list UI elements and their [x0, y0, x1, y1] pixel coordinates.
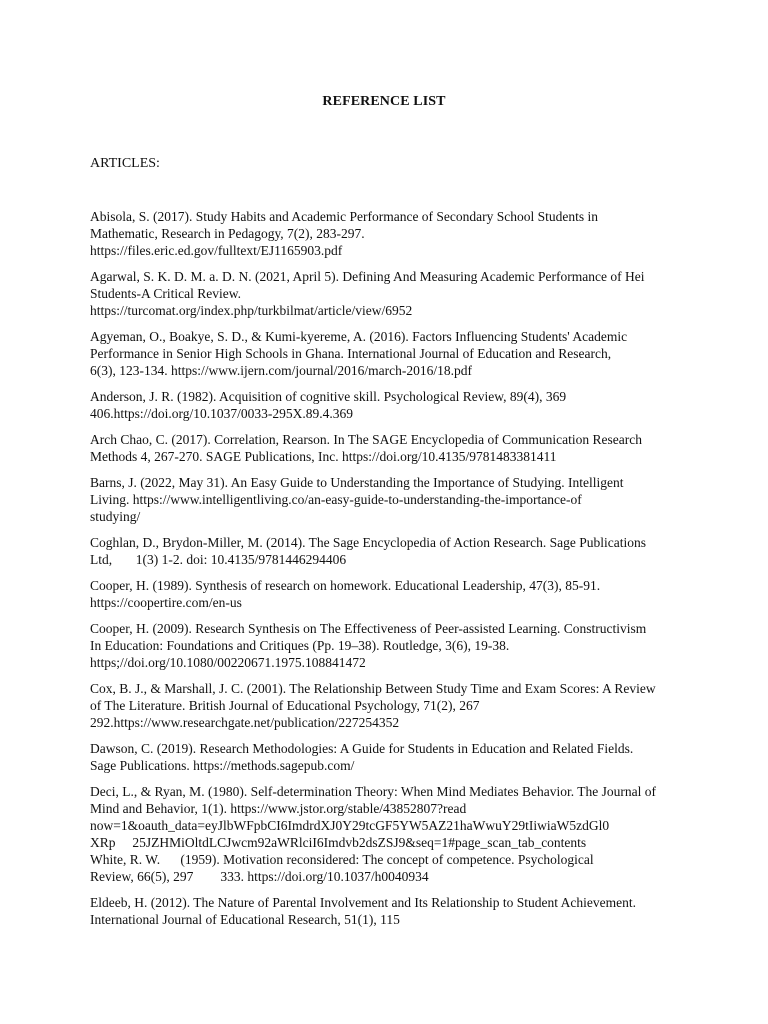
reference-line: 6(3), 123-134. https://www.ijern.com/journal/2016/march-2016/18.pdf — [90, 363, 472, 378]
reference-line: Deci, L., & Ryan, M. (1980). Self-determination Theory: When Mind Mediates Behavior. The Journal of — [90, 784, 656, 799]
reference-line: Barns, J. (2022, May 31). An Easy Guide to Understanding the Importance of Studying. Intelligent — [90, 475, 624, 490]
reference-line: of The Literature. British Journal of Educational Psychology, 71(2), 267 — [90, 698, 480, 713]
reference-line: XRp 25JZHMiOltdLCJwcm92aWRlciI6Imdvb2dsZSJ9&seq=1#page_scan_tab_contents — [90, 835, 587, 850]
reference-line: studying/ — [90, 509, 141, 524]
reference-entry — [90, 783, 680, 885]
reference-line: In Education: Foundations and Critiques (Pp. 19–38). Routledge, 3(6), 19-38. — [90, 638, 510, 653]
page-title: REFERENCE LIST — [322, 94, 446, 109]
reference-entry — [90, 328, 680, 379]
reference-entry — [90, 534, 680, 568]
reference-line: Mind and Behavior, 1(1). https://www.jstor.org/stable/43852807?read — [90, 801, 467, 816]
reference-line: https://files.eric.ed.gov/fulltext/EJ1165903.pdf — [90, 243, 343, 258]
reference-line: Methods 4, 267-270. SAGE Publications, Inc. https://doi.org/10.4135/9781483381411 — [90, 449, 557, 464]
reference-line: Agarwal, S. K. D. M. a. D. N. (2021, April 5). Defining And Measuring Academic Performance of Hei — [90, 269, 645, 284]
reference-line: Arch Chao, C. (2017). Correlation, Rearson. In The SAGE Encyclopedia of Communication Research — [90, 432, 642, 447]
reference-line: 406.https://doi.org/10.1037/0033-295X.89.4.369 — [90, 406, 354, 421]
reference-line: Eldeeb, H. (2012). The Nature of Parental Involvement and Its Relationship to Student Achievement. — [90, 895, 636, 910]
reference-line: Mathematic, Research in Pedagogy, 7(2), 283-297. — [90, 226, 365, 241]
reference-line: Performance in Senior High Schools in Ghana. International Journal of Education and Research, — [90, 346, 612, 361]
reference-line: Dawson, C. (2019). Research Methodologies: A Guide for Students in Education and Related Fields. — [90, 741, 634, 756]
reference-line: Abisola, S. (2017). Study Habits and Academic Performance of Secondary School Students in — [90, 209, 599, 224]
reference-line: https://coopertire.com/en-us — [90, 595, 242, 610]
reference-line: Living. https://www.intelligentliving.co/an-easy-guide-to-understanding-the-importance-of — [90, 492, 582, 507]
reference-line: White, R. W. (1959). Motivation reconsidered: The concept of competence. Psychological — [90, 852, 594, 867]
reference-line: Review, 66(5), 297 333. https://doi.org/10.1037/h0040934 — [90, 869, 429, 884]
reference-line: Cooper, H. (1989). Synthesis of research on homework. Educational Leadership, 47(3), 85-91. — [90, 578, 601, 593]
reference-line: International Journal of Educational Research, 51(1), 115 — [90, 912, 400, 927]
reference-line: Students-A Critical Review. — [90, 286, 241, 301]
reference-entry — [90, 208, 680, 259]
reference-line: Cox, B. J., & Marshall, J. C. (2001). The Relationship Between Study Time and Exam Scores: A Review — [90, 681, 656, 696]
reference-entry — [90, 431, 680, 465]
reference-line: https://turcomat.org/index.php/turkbilmat/article/view/6952 — [90, 303, 413, 318]
section-label-articles: ARTICLES: — [90, 156, 160, 171]
reference-entry — [90, 577, 680, 611]
reference-entry — [90, 388, 680, 422]
reference-entry — [90, 894, 680, 928]
reference-line: now=1&oauth_data=eyJlbWFpbCI6ImdrdXJ0Y29tcGF5YW5AZ21haWwuY29tIiwiaW5zdGl0 — [90, 818, 610, 833]
reference-line: Ltd, 1(3) 1-2. doi: 10.4135/9781446294406 — [90, 552, 347, 567]
reference-entry — [90, 620, 680, 671]
reference-entry — [90, 474, 680, 525]
reference-line: Anderson, J. R. (1982). Acquisition of cognitive skill. Psychological Review, 89(4), 369 — [90, 389, 567, 404]
reference-entry — [90, 740, 680, 774]
reference-line: Coghlan, D., Brydon-Miller, M. (2014). The Sage Encyclopedia of Action Research. Sage Publications — [90, 535, 646, 550]
reference-list — [90, 208, 680, 937]
reference-entry — [90, 268, 680, 319]
reference-line: 292.https://www.researchgate.net/publication/227254352 — [90, 715, 400, 730]
reference-line: Agyeman, O., Boakye, S. D., & Kumi-kyereme, A. (2016). Factors Influencing Students' Academic — [90, 329, 628, 344]
reference-line: https;//doi.org/10.1080/00220671.1975.108841472 — [90, 655, 366, 670]
reference-line: Sage Publications. https://methods.sagepub.com/ — [90, 758, 355, 773]
reference-entry — [90, 680, 680, 731]
reference-line: Cooper, H. (2009). Research Synthesis on The Effectiveness of Peer-assisted Learning. Constructivism — [90, 621, 647, 636]
